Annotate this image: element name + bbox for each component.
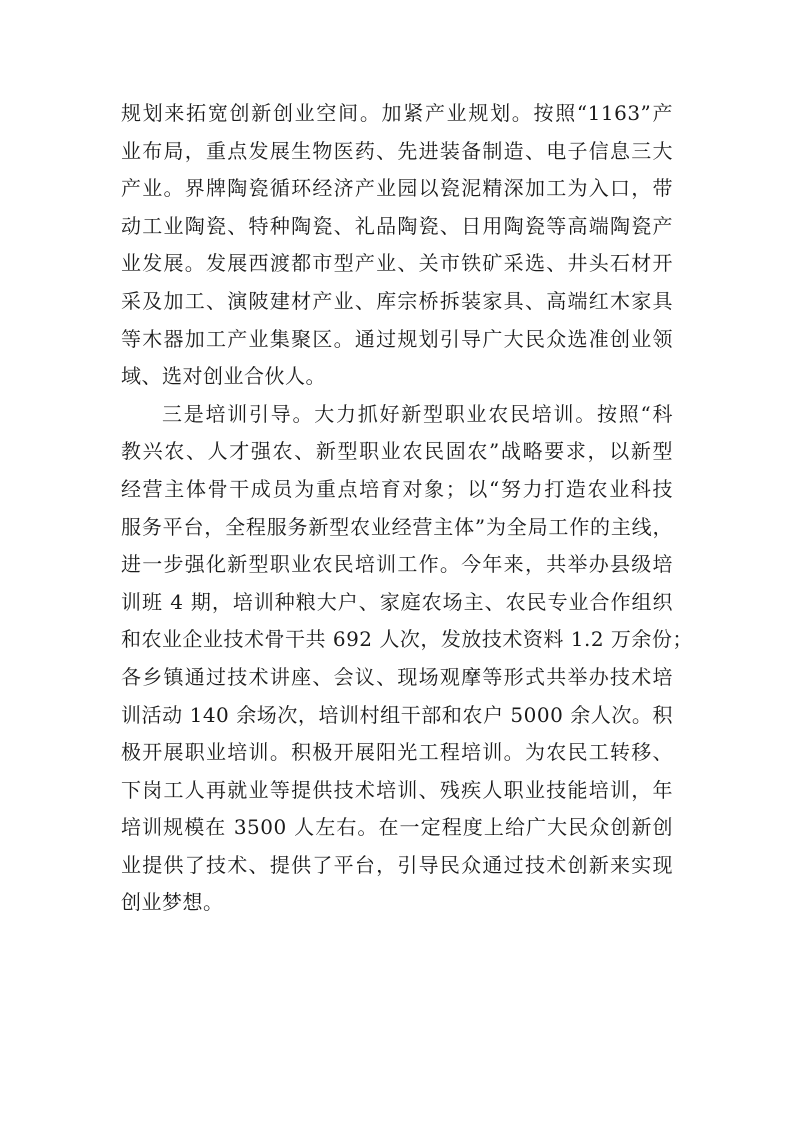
text-line: 训活动 140 余场次，培训村组干部和农户 5000 余人次。积 bbox=[121, 702, 673, 727]
text-line: 三是培训引导。大力抓好新型职业农民培训。按照“科 bbox=[162, 401, 673, 426]
text-line: 培训规模在 3500 人左右。在一定程度上给广大民众创新创 bbox=[121, 815, 673, 840]
paragraph-1 bbox=[121, 95, 673, 396]
text-line: 产业。界牌陶瓷循环经济产业园以瓷泥精深加工为入口，带 bbox=[121, 176, 673, 201]
text-line: 下岗工人再就业等提供技术培训、残疾人职业技能培训，年 bbox=[121, 777, 673, 802]
text-line: 规划来拓宽创新创业空间。加紧产业规划。按照“1163”产 bbox=[121, 101, 673, 125]
text-line: 业发展。发展西渡都市型产业、关市铁矿采选、井头石材开 bbox=[121, 251, 673, 276]
text-line: 创业梦想。 bbox=[121, 890, 224, 915]
text-line: 域、选对创业合伙人。 bbox=[121, 364, 326, 389]
text-line: 业布局，重点发展生物医药、先进装备制造、电子信息三大 bbox=[121, 138, 673, 163]
text-line: 各乡镇通过技术讲座、会议、现场观摩等形式共举办技术培 bbox=[121, 664, 673, 689]
text-line: 和农业企业技术骨干共 692 人次，发放技术资料 1.2 万余份； bbox=[121, 627, 693, 652]
text-line: 等木器加工产业集聚区。通过规划引导广大民众选准创业领 bbox=[121, 326, 673, 351]
text-line: 训班 4 期，培训种粮大户、家庭农场主、农民专业合作组织 bbox=[121, 589, 673, 614]
body-text bbox=[121, 95, 693, 922]
text-line: 采及加工、演陂建材产业、库宗桥拆装家具、高端红木家具 bbox=[121, 288, 673, 313]
text-line: 教兴农、人才强农、新型职业农民固农”战略要求，以新型 bbox=[121, 439, 673, 464]
text-line: 进一步强化新型职业农民培训工作。今年来，共举办县级培 bbox=[121, 552, 673, 577]
text-line: 服务平台，全程服务新型农业经营主体”为全局工作的主线， bbox=[121, 514, 673, 539]
paragraph-2 bbox=[121, 396, 693, 922]
text-line: 业提供了技术、提供了平台，引导民众通过技术创新来实现 bbox=[121, 852, 673, 877]
text-line: 动工业陶瓷、特种陶瓷、礼品陶瓷、日用陶瓷等高端陶瓷产 bbox=[121, 213, 673, 238]
text-line: 极开展职业培训。积极开展阳光工程培训。为农民工转移、 bbox=[121, 740, 673, 765]
text-line: 经营主体骨干成员为重点培育对象；以“努力打造农业科技 bbox=[121, 476, 673, 501]
